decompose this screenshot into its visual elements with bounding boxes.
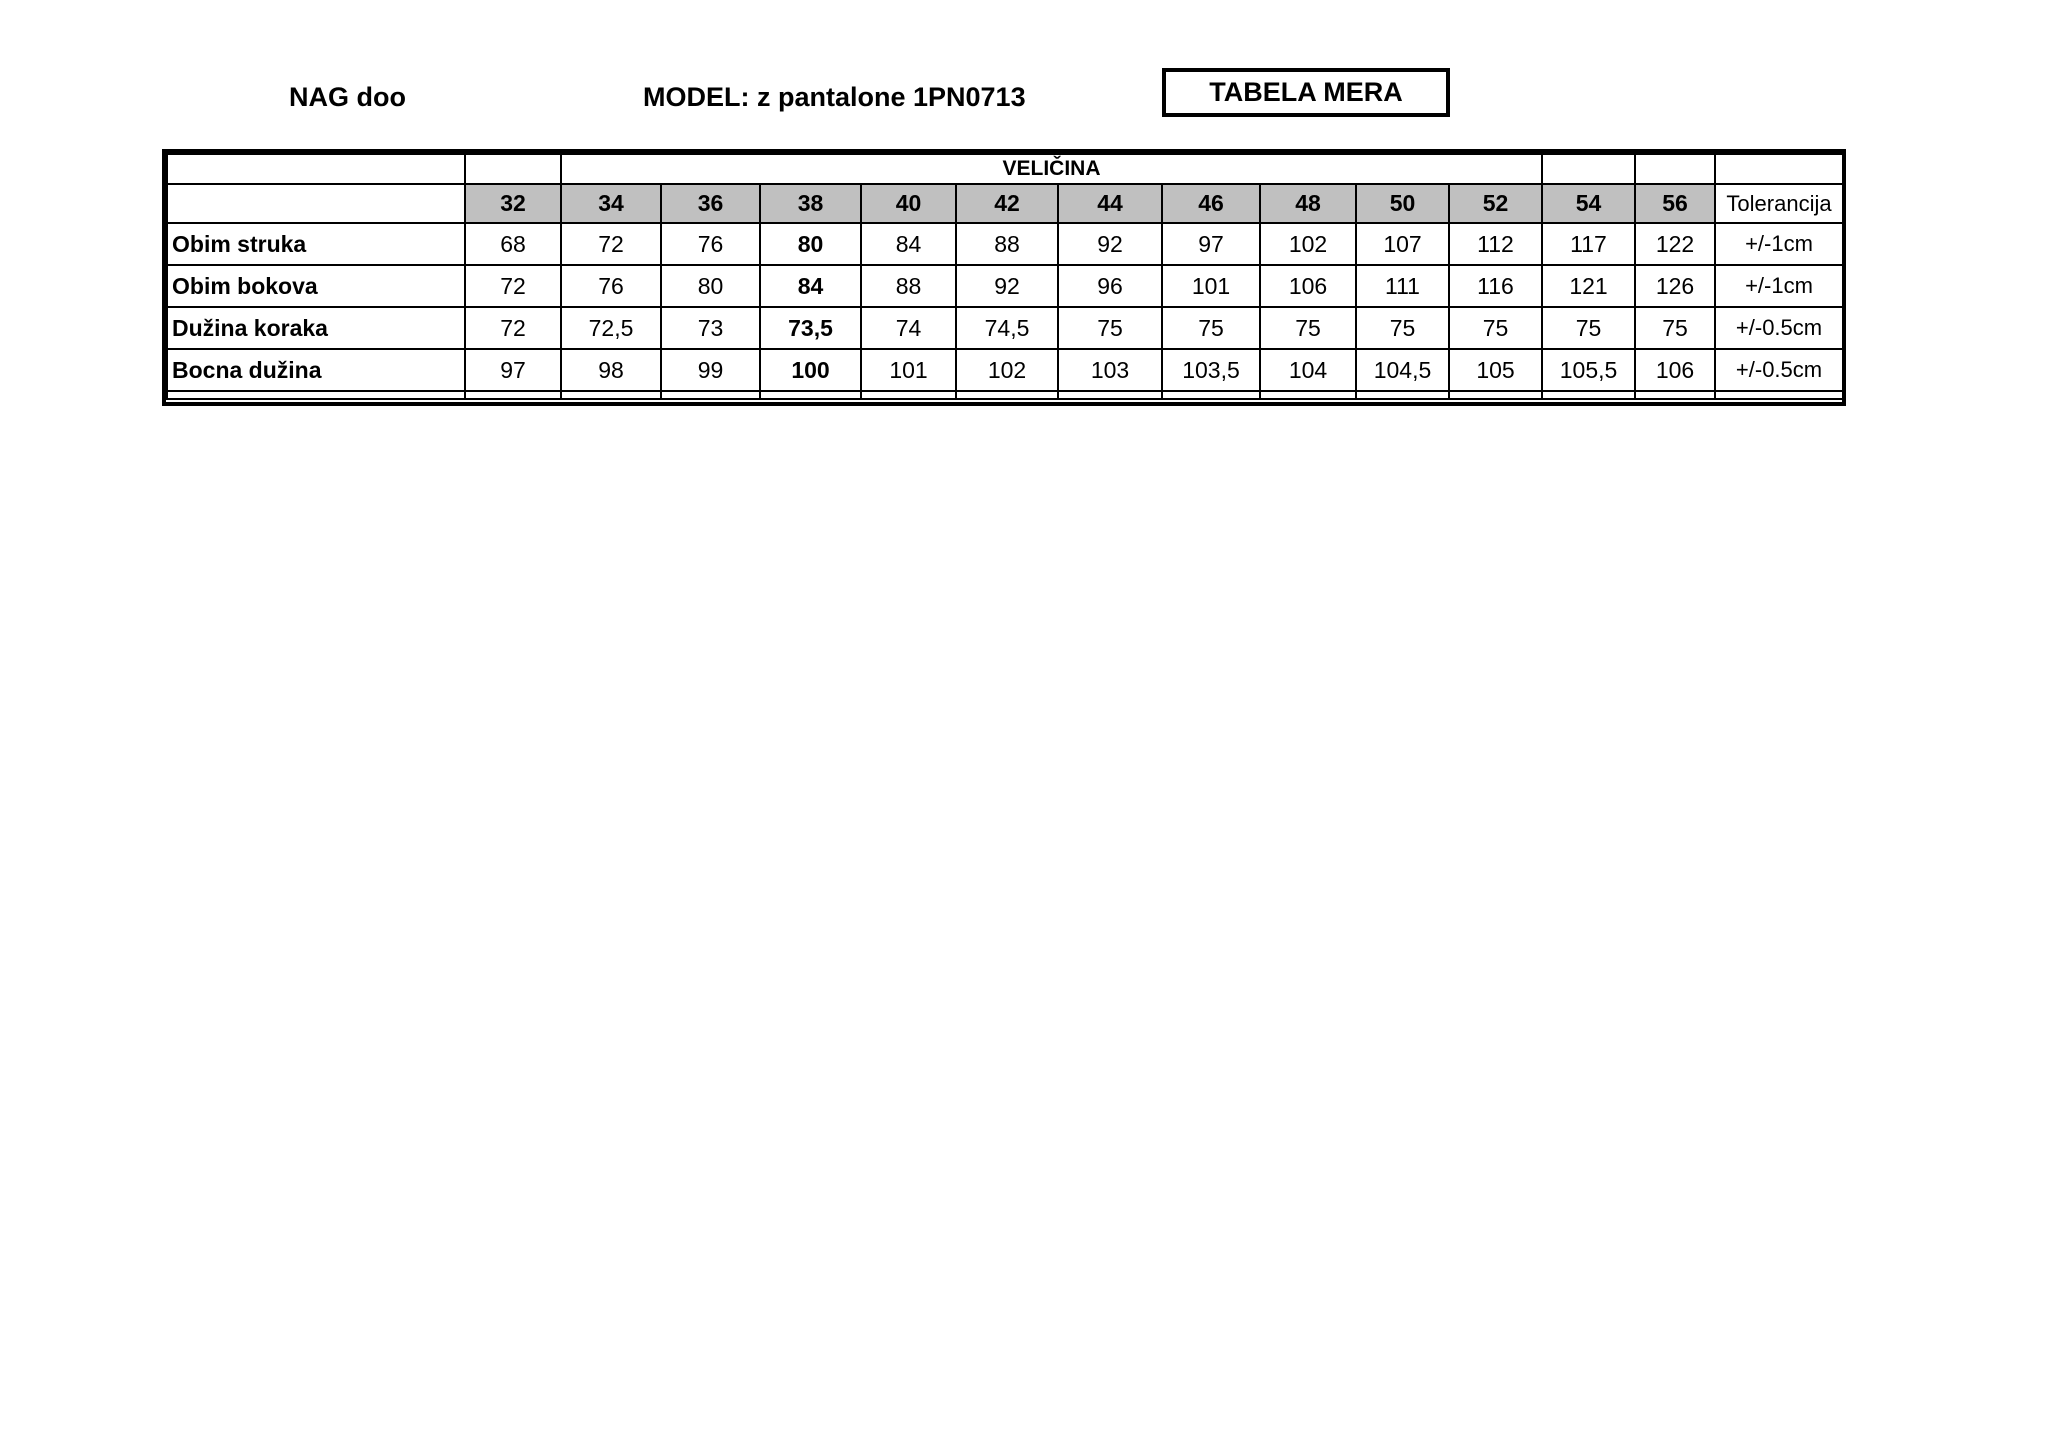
measurement-cell: 105: [1449, 349, 1542, 391]
measurement-table: [166, 153, 1844, 400]
size-header-cell: 40: [861, 184, 956, 223]
measurement-cell: 88: [861, 265, 956, 307]
measurement-cell: 116: [1449, 265, 1542, 307]
measurement-cell: 88: [956, 223, 1058, 265]
measurement-cell: 75: [1635, 307, 1715, 349]
measurement-cell: 74: [861, 307, 956, 349]
empty-cell: [465, 391, 561, 399]
empty-cell: [465, 154, 561, 184]
measurement-cell: 96: [1058, 265, 1162, 307]
row-label: Bocna dužina: [167, 349, 465, 391]
size-header-cell: 32: [465, 184, 561, 223]
measurement-cell: 75: [1356, 307, 1449, 349]
measurement-cell: 68: [465, 223, 561, 265]
closing-row: [167, 391, 1843, 399]
measurement-cell: 112: [1449, 223, 1542, 265]
empty-cell: [1542, 154, 1635, 184]
empty-cell: [1449, 391, 1542, 399]
table-row: [167, 265, 1843, 307]
measurement-cell: 103: [1058, 349, 1162, 391]
measurement-cell: 98: [561, 349, 661, 391]
empty-cell: [1058, 391, 1162, 399]
measurement-cell: 122: [1635, 223, 1715, 265]
empty-cell: [1715, 154, 1843, 184]
size-header-cell: 42: [956, 184, 1058, 223]
measurement-cell: 101: [861, 349, 956, 391]
empty-cell: [1162, 391, 1260, 399]
measurement-cell: 102: [1260, 223, 1356, 265]
measurement-cell: 75: [1058, 307, 1162, 349]
measurement-cell: 103,5: [1162, 349, 1260, 391]
measurement-cell: 76: [661, 223, 760, 265]
measurement-cell: 105,5: [1542, 349, 1635, 391]
measurement-cell: 106: [1635, 349, 1715, 391]
empty-cell: [1715, 391, 1843, 399]
measurement-cell: 92: [1058, 223, 1162, 265]
measurement-cell: 111: [1356, 265, 1449, 307]
measurement-cell: 80: [661, 265, 760, 307]
empty-cell: [1635, 391, 1715, 399]
row-label: Dužina koraka: [167, 307, 465, 349]
measurement-cell: 75: [1260, 307, 1356, 349]
empty-cell: [1542, 391, 1635, 399]
document-title: TABELA MERA: [1162, 68, 1450, 117]
empty-cell: [760, 391, 861, 399]
tolerance-cell: +/-0.5cm: [1715, 307, 1843, 349]
size-header-cell: 50: [1356, 184, 1449, 223]
row-label: Obim bokova: [167, 265, 465, 307]
size-chart: [162, 149, 1846, 406]
empty-cell: [1635, 154, 1715, 184]
tolerance-cell: +/-1cm: [1715, 223, 1843, 265]
measurement-cell: 73: [661, 307, 760, 349]
size-group-header: VELIČINA: [561, 154, 1542, 184]
size-header-cell: 34: [561, 184, 661, 223]
empty-cell: [956, 391, 1058, 399]
tolerance-cell: +/-0.5cm: [1715, 349, 1843, 391]
empty-cell: [861, 391, 956, 399]
size-header-cell: 44: [1058, 184, 1162, 223]
tolerance-header: Tolerancija: [1715, 184, 1843, 223]
measurement-cell: 75: [1162, 307, 1260, 349]
empty-cell: [661, 391, 760, 399]
measurement-cell: 126: [1635, 265, 1715, 307]
measurement-cell: 97: [1162, 223, 1260, 265]
model-name: MODEL: z pantalone 1PN0713: [643, 82, 1026, 112]
measurement-cell: 101: [1162, 265, 1260, 307]
measurement-cell: 75: [1542, 307, 1635, 349]
measurement-cell: 106: [1260, 265, 1356, 307]
measurement-cell: 104: [1260, 349, 1356, 391]
measurement-cell: 72: [465, 307, 561, 349]
empty-cell: [1260, 391, 1356, 399]
row-label: Obim struka: [167, 223, 465, 265]
empty-cell: [167, 154, 465, 184]
measurement-cell: 72,5: [561, 307, 661, 349]
measurement-cell: 72: [465, 265, 561, 307]
measurement-cell: 75: [1449, 307, 1542, 349]
measurement-cell: 92: [956, 265, 1058, 307]
size-header-cell: 46: [1162, 184, 1260, 223]
group-header-row: [167, 154, 1843, 184]
size-header-cell: 38: [760, 184, 861, 223]
measurement-cell: 100: [760, 349, 861, 391]
empty-cell: [561, 391, 661, 399]
measurement-cell: 84: [760, 265, 861, 307]
size-header-cell: 54: [1542, 184, 1635, 223]
measurement-cell: 102: [956, 349, 1058, 391]
size-header-cell: 56: [1635, 184, 1715, 223]
empty-cell: [1356, 391, 1449, 399]
measurement-cell: 104,5: [1356, 349, 1449, 391]
measurement-cell: 107: [1356, 223, 1449, 265]
table-row: [167, 307, 1843, 349]
table-row: [167, 349, 1843, 391]
empty-cell: [167, 184, 465, 223]
measurement-cell: 121: [1542, 265, 1635, 307]
empty-cell: [167, 391, 465, 399]
measurement-cell: 80: [760, 223, 861, 265]
size-header-cell: 36: [661, 184, 760, 223]
measurement-cell: 117: [1542, 223, 1635, 265]
measurement-cell: 73,5: [760, 307, 861, 349]
measurement-cell: 74,5: [956, 307, 1058, 349]
tolerance-cell: +/-1cm: [1715, 265, 1843, 307]
measurement-cell: 72: [561, 223, 661, 265]
measurement-cell: 97: [465, 349, 561, 391]
size-header-cell: 48: [1260, 184, 1356, 223]
measurement-cell: 76: [561, 265, 661, 307]
company-name: NAG doo: [289, 82, 406, 112]
size-header-row: [167, 184, 1843, 223]
measurement-cell: 84: [861, 223, 956, 265]
table-row: [167, 223, 1843, 265]
measurement-cell: 99: [661, 349, 760, 391]
size-header-cell: 52: [1449, 184, 1542, 223]
